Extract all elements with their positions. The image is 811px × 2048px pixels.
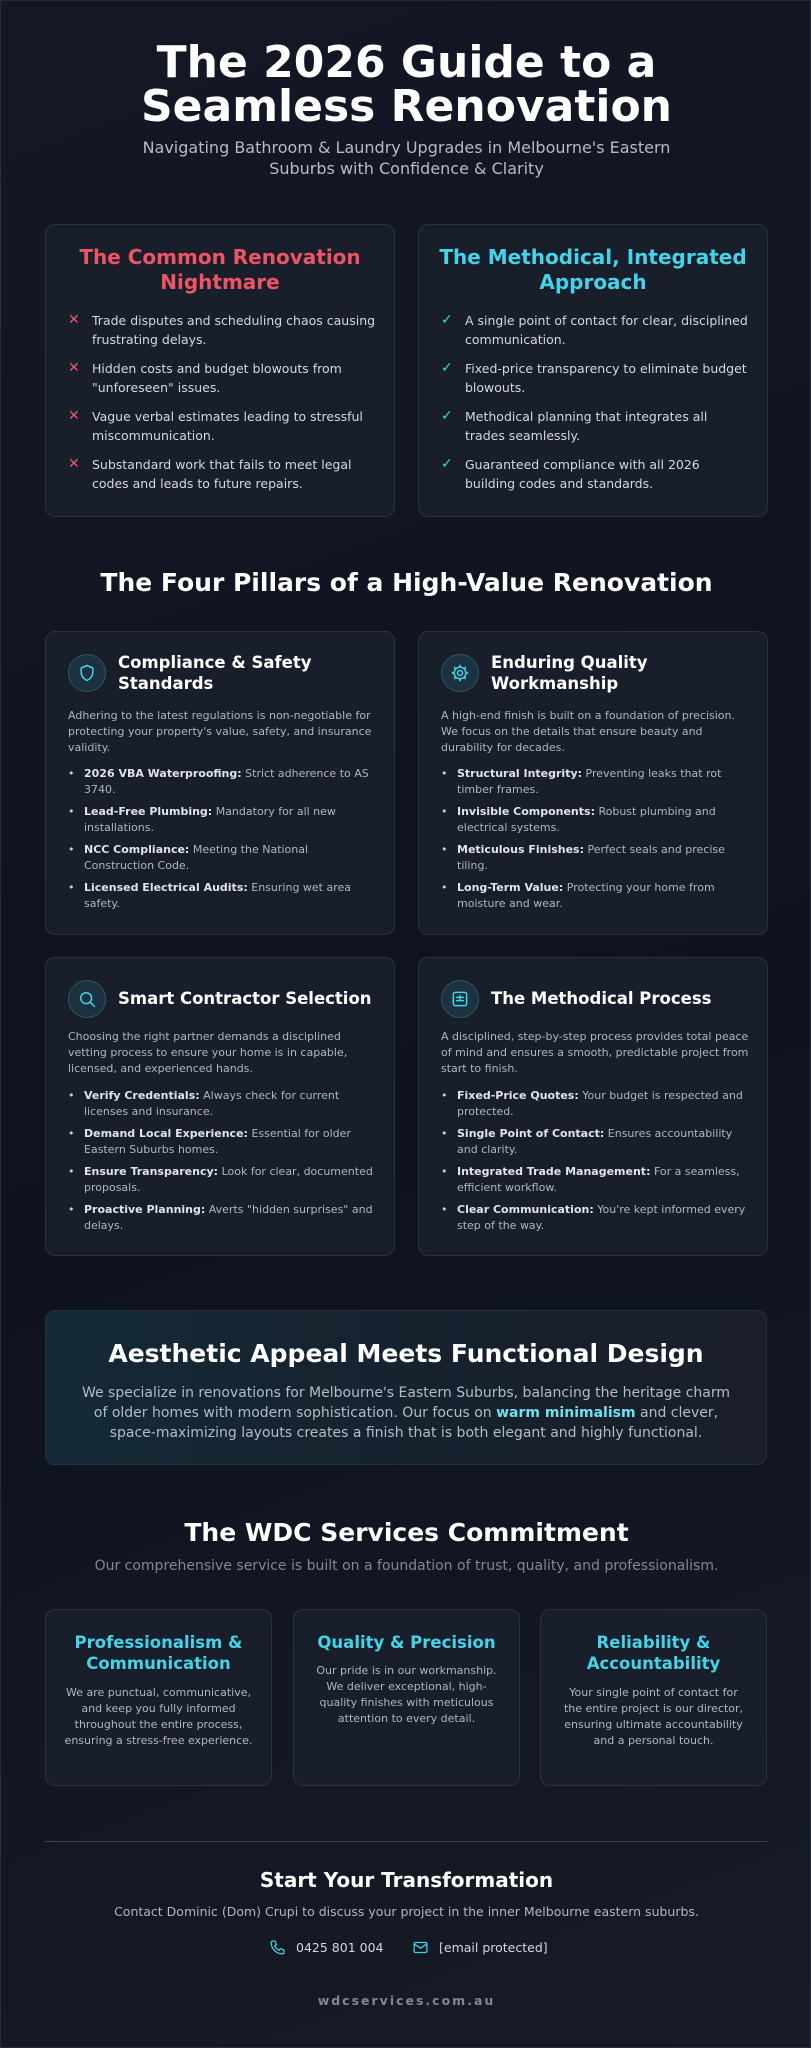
list-item: • 2026 VBA Waterproofing: Strict adherence to AS 3740. — [68, 766, 378, 798]
phone-link[interactable] — [269, 1936, 383, 1958]
calculator-icon — [441, 980, 479, 1018]
commitment-card-title: Reliability & Accountability — [586, 1633, 721, 1673]
list-item: ✕ Trade disputes and scheduling chaos causing frustrating delays. — [68, 312, 376, 347]
x-icon: ✕ — [68, 456, 80, 472]
list-item: ✕ Substandard work that fails to meet legal codes and leads to future repairs. — [68, 456, 352, 491]
list-item: • Lead-Free Plumbing: Mandatory for all new installations. — [68, 804, 378, 836]
pillar-list — [68, 1088, 378, 1240]
list-item: ✓ A single point of contact for clear, disciplined communication. — [441, 312, 748, 347]
aesthetic-banner — [45, 1310, 767, 1465]
commitment-subtitle: Our comprehensive service is built on a foundation of trust, quality, and professionalism. — [94, 1558, 719, 1574]
nightmare-title: The Common Renovation Nightmare — [79, 245, 361, 294]
pillar-list — [68, 766, 378, 918]
list-item: • NCC Compliance: Meeting the National Construction Code. — [68, 842, 378, 874]
pillar-description: A high-end finish is built on a foundation of precision. We focus on the details that ensure beauty and durability for decades. — [441, 709, 735, 754]
list-item: • Long-Term Value: Protecting your home from moisture and wear. — [441, 880, 751, 912]
highlight-text: warm minimalism — [496, 1405, 636, 1421]
commitment-card-title: Quality & Precision — [317, 1633, 496, 1652]
page-subtitle: Navigating Bathroom & Laundry Upgrades in Melbourne's Eastern Suburbs with Confidence & Clarity — [142, 138, 671, 178]
commitment-card-title: Professionalism & Communication — [74, 1633, 243, 1673]
list-item: ✓ Guaranteed compliance with all 2026 building codes and standards. — [441, 456, 700, 491]
pillars-title: The Four Pillars of a High-Value Renovation — [100, 568, 713, 597]
pillar-title: Smart Contractor Selection — [118, 989, 372, 1008]
check-icon: ✓ — [441, 456, 453, 472]
commitment-card-body: We are punctual, communicative, and keep you fully informed throughout the entire process, ensuring a stress-free experience. — [64, 1686, 253, 1747]
pillar-description: Adhering to the latest regulations is non-negotiable for protecting your property's value, safety, and insurance validity. — [68, 709, 372, 754]
pillar-title: Compliance & Safety Standards — [118, 653, 312, 693]
check-icon: ✓ — [441, 360, 453, 376]
page-title: The 2026 Guide to a Seamless Renovation — [140, 37, 672, 132]
website-link[interactable]: wdcservices.com.au — [317, 1993, 496, 2008]
list-item: • Integrated Trade Management: For a seamless, efficient workflow. — [441, 1164, 751, 1196]
x-icon: ✕ — [68, 312, 80, 328]
pillar-list — [441, 766, 751, 918]
phone-icon — [269, 1939, 286, 1956]
pillar-description: A disciplined, step-by-step process provides total peace of mind and ensures a smooth, predictable project from start to finish. — [441, 1030, 749, 1075]
list-item: • Licensed Electrical Audits: Ensuring wet area safety. — [68, 880, 378, 912]
cta-title: Start Your Transformation — [259, 1868, 554, 1892]
check-icon: ✓ — [441, 312, 453, 328]
pillar-card-contractor — [45, 957, 395, 1256]
list-item: • Verify Credentials: Always check for current licenses and insurance. — [68, 1088, 378, 1120]
approach-card — [418, 224, 768, 517]
pillar-description: Choosing the right partner demands a disciplined vetting process to ensure your home is in capable, licensed, and experienced hands. — [68, 1030, 348, 1075]
list-item: • Meticulous Finishes: Perfect seals and precise tiling. — [441, 842, 751, 874]
pillar-list — [441, 1088, 751, 1240]
pillar-card-process — [418, 957, 768, 1256]
list-item: • Demand Local Experience: Essential for older Eastern Suburbs homes. — [68, 1126, 378, 1158]
nightmare-list — [68, 311, 376, 503]
x-icon: ✕ — [68, 408, 80, 424]
pillar-title: The Methodical Process — [491, 989, 712, 1008]
pillar-card-quality — [418, 631, 768, 935]
commitment-title: The WDC Services Commitment — [184, 1518, 629, 1547]
cta-subtitle: Contact Dominic (Dom) Crupi to discuss your project in the inner Melbourne eastern suburbs. — [114, 1904, 699, 1919]
check-icon: ✓ — [441, 408, 453, 424]
commitment-card-body: Our pride is in our workmanship. We deliver exceptional, high-quality finishes with meticulous attention to every detail. — [316, 1664, 497, 1725]
nightmare-card — [45, 224, 395, 517]
list-item: • Invisible Components: Robust plumbing and electrical systems. — [441, 804, 751, 836]
aesthetic-body: We specialize in renovations for Melbourne's Eastern Suburbs, balancing the heritage charm of older homes with modern sophistication. Our focus on warm minimalism and clever, space-maximizing layouts creates a finish that is both elegant and highly functional. — [81, 1385, 731, 1441]
list-item: ✕ Vague verbal estimates leading to stressful miscommunication. — [68, 408, 363, 443]
approach-list — [441, 311, 749, 503]
mail-icon — [412, 1939, 429, 1956]
commitment-card-body: Your single point of contact for the entire project is our director, ensuring ultimate accountability and a personal touch. — [563, 1686, 744, 1747]
approach-title: The Methodical, Integrated Approach — [439, 245, 747, 294]
list-item: ✕ Hidden costs and budget blowouts from "unforeseen" issues. — [68, 360, 342, 395]
email-link[interactable] — [412, 1936, 548, 1958]
list-item: • Fixed-Price Quotes: Your budget is respected and protected. — [441, 1088, 751, 1120]
list-item: ✓ Fixed-price transparency to eliminate budget blowouts. — [441, 360, 747, 395]
x-icon: ✕ — [68, 360, 80, 376]
list-item: • Single Point of Contact: Ensures accountability and clarity. — [441, 1126, 751, 1158]
commitment-card-reliability — [540, 1609, 767, 1786]
list-item: ✓ Methodical planning that integrates all trades seamlessly. — [441, 408, 708, 443]
commitment-card-quality — [293, 1609, 520, 1786]
search-icon — [68, 980, 106, 1018]
list-item: • Proactive Planning: Averts "hidden surprises" and delays. — [68, 1202, 378, 1234]
list-item: • Ensure Transparency: Look for clear, documented proposals. — [68, 1164, 378, 1196]
aesthetic-title: Aesthetic Appeal Meets Functional Design — [108, 1339, 704, 1368]
list-item: • Clear Communication: You're kept informed every step of the way. — [441, 1202, 751, 1234]
pillar-card-compliance — [45, 631, 395, 935]
divider — [45, 1841, 767, 1842]
shield-icon — [68, 654, 106, 692]
pillar-title: Enduring Quality Workmanship — [491, 653, 648, 693]
list-item: • Structural Integrity: Preventing leaks that rot timber frames. — [441, 766, 751, 798]
gear-icon — [441, 654, 479, 692]
phone-number: 0425 801 004 — [296, 1939, 384, 1955]
commitment-card-professionalism — [45, 1609, 272, 1786]
email-address: [email protected] — [439, 1939, 548, 1955]
